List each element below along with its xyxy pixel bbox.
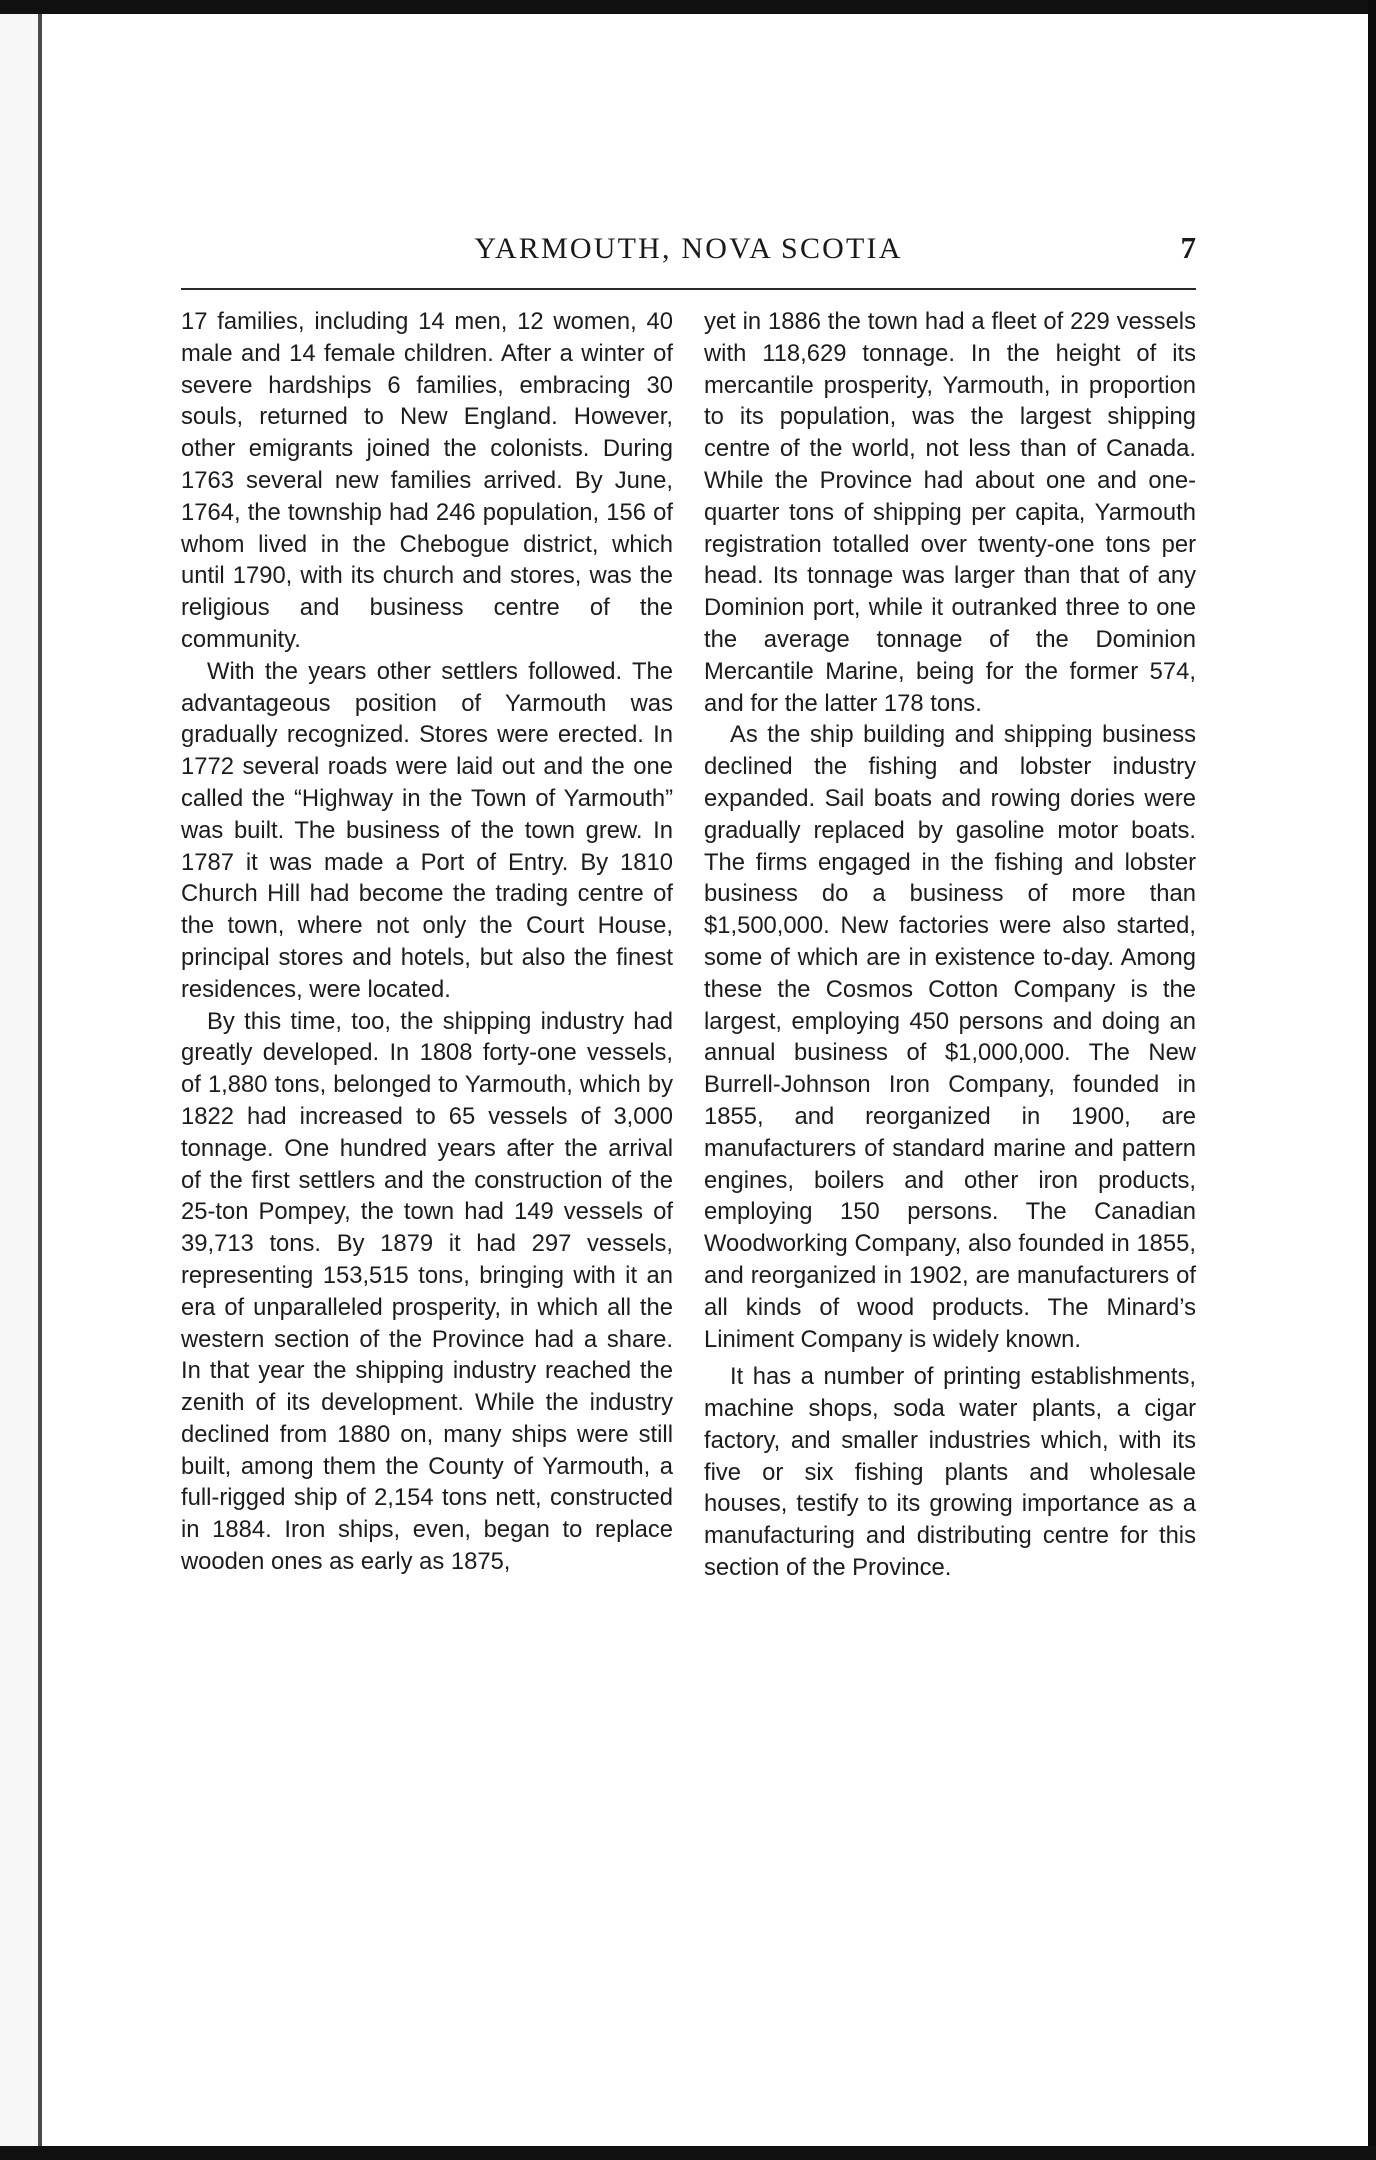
scan-bottom-border [0, 2146, 1376, 2160]
scan-top-border [0, 0, 1376, 14]
paragraph: As the ship building and shipping business declined the fishing and lobster industry expanded. Sail boats and rowing dories were gradually replaced by gasoline motor boats. The firms engaged in the fishing and lobster business do a business of more than $1,500,000. New factories were also started, some of which are in existence to-day. Among these the Cosmos Cotton Company is the largest, employing 450 persons and doing an annual business of $1,000,000. The New Burrell-Johnson Iron Company, founded in 1855, and reorganized in 1900, are manufacturers of standard marine and pattern engines, boilers and other iron products, employing 150 persons. The Canadian Woodworking Company, also founded in 1855, and reorganized in 1902, are manufacturers of all kinds of wood products. The Minard’s Liniment Company is widely known. [704, 721, 1196, 1353]
right-column [704, 306, 1196, 1584]
paragraph: By this time, too, the shipping industry had greatly developed. In 1808 forty-one vessels, of 1,880 tons, belonged to Yarmouth, which by 1822 had increased to 65 vessels of 3,000 tonnage. One hundred years after the arrival of the first settlers and the construction of the 25-ton Pompey, the town had 149 vessels of 39,713 tons. By 1879 it had 297 vessels, representing 153,515 tons, bringing with it an era of unparalleled prosperity, in which all the western section of the Province had a share. In that year the shipping industry reached the zenith of its development. While the industry declined from 1880 on, many ships were still built, among them the County of Yarmouth, a full-rigged ship of 2,154 tons nett, constructed in 1884. Iron ships, even, began to replace wooden ones as early as 1875, [181, 1007, 673, 1576]
page-number: 7 [1180, 230, 1196, 265]
paragraph: It has a number of printing establishments, machine shops, soda water plants, a cigar factory, and smaller industries which, with its five or six fishing plants and wholesale houses, testify to its growing importance as a manufacturing and distributing centre for this section of the Province. [704, 1363, 1196, 1582]
scan-left-margin [0, 14, 38, 2146]
header-rule [181, 288, 1196, 290]
paragraph: 17 families, including 14 men, 12 women, 40 male and 14 female children. After a winter of severe hardships 6 families, embracing 30 souls, returned to New England. However, other emigrants joined the colonists. During 1763 several new families arrived. By June, 1764, the township had 246 population, 156 of whom lived in the Chebogue district, which until 1790, with its church and stores, was the religious and business centre of the community. [181, 308, 673, 653]
left-column [181, 306, 673, 1578]
paragraph: yet in 1886 the town had a fleet of 229 vessels with 118,629 tonnage. In the height of its mercantile prosperity, Yarmouth, in proportion to its population, was the largest shipping centre of the world, not less than of Canada. While the Province had about one and one-quarter tons of shipping per capita, Yarmouth registration totalled over twenty-one tons per head. Its tonnage was larger than that of any Dominion port, while it outranked three to one the average tonnage of the Dominion Mercantile Marine, being for the former 574, and for the latter 178 tons. [704, 308, 1196, 717]
running-title: YARMOUTH, NOVA SCOTIA [474, 232, 903, 265]
paragraph: With the years other settlers followed. The advantageous position of Yarmouth was gradually recognized. Stores were erected. In 1772 several roads were laid out and the one called the “Highway in the Town of Yarmouth” was built. The business of the town grew. In 1787 it was made a Port of Entry. By 1810 Church Hill had become the trading centre of the town, where not only the Court House, principal stores and hotels, but also the finest residences, were located. [181, 657, 673, 1003]
scan-right-border [1368, 0, 1376, 2160]
page-header [181, 228, 1196, 278]
